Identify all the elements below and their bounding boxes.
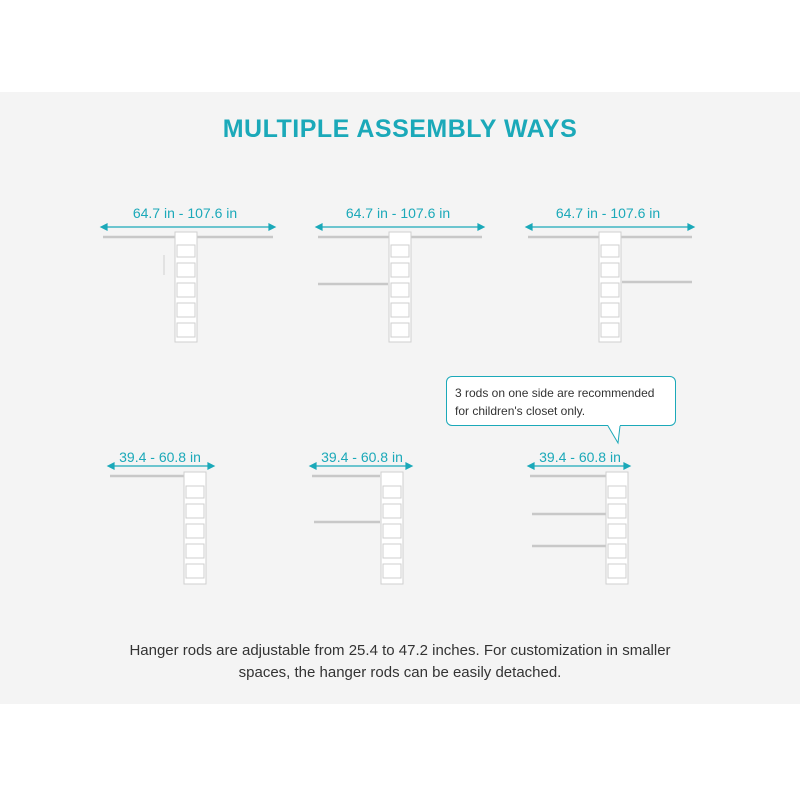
shelf-tower-icon bbox=[175, 232, 197, 342]
dimension-label-1: 64.7 in - 107.6 in bbox=[132, 205, 238, 221]
dimension-label-4: 39.4 - 60.8 in bbox=[119, 449, 201, 465]
dimension-arrow-icon bbox=[310, 463, 412, 469]
dimension-arrow-icon bbox=[526, 224, 694, 230]
dimension-arrow-icon bbox=[528, 463, 630, 469]
footer-line-1: Hanger rods are adjustable from 25.4 to 47.2 inches. For customization in smaller bbox=[129, 642, 671, 659]
closet-config-5 bbox=[302, 458, 432, 588]
page-title: MULTIPLE ASSEMBLY WAYS bbox=[222, 115, 578, 143]
closet-config-2 bbox=[310, 215, 500, 345]
dimension-arrow-icon bbox=[101, 224, 275, 230]
callout-pointer-icon bbox=[606, 425, 626, 445]
dimension-label-6: 39.4 - 60.8 in bbox=[539, 449, 621, 465]
dimension-label-3: 64.7 in - 107.6 in bbox=[555, 205, 661, 221]
dimension-arrow-icon bbox=[316, 224, 484, 230]
closet-config-3 bbox=[520, 215, 710, 345]
closet-config-6 bbox=[520, 458, 650, 588]
shelf-tower-icon bbox=[606, 472, 628, 584]
content-panel bbox=[0, 92, 800, 704]
callout-line-2: for children's closet only. bbox=[455, 404, 586, 418]
shelf-tower-icon bbox=[599, 232, 621, 342]
shelf-tower-icon bbox=[381, 472, 403, 584]
closet-config-1 bbox=[95, 215, 285, 345]
dimension-arrow-icon bbox=[108, 463, 214, 469]
callout-line-1: 3 rods on one side are recommended bbox=[455, 386, 655, 400]
footer-line-2: spaces, the hanger rods can be easily detached. bbox=[238, 664, 562, 681]
dimension-label-5: 39.4 - 60.8 in bbox=[321, 449, 403, 465]
footer-description bbox=[60, 640, 740, 684]
shelf-tower-icon bbox=[184, 472, 206, 584]
callout-bubble bbox=[446, 376, 676, 426]
shelf-tower-icon bbox=[389, 232, 411, 342]
closet-config-4 bbox=[100, 458, 230, 588]
dimension-label-2: 64.7 in - 107.6 in bbox=[345, 205, 451, 221]
